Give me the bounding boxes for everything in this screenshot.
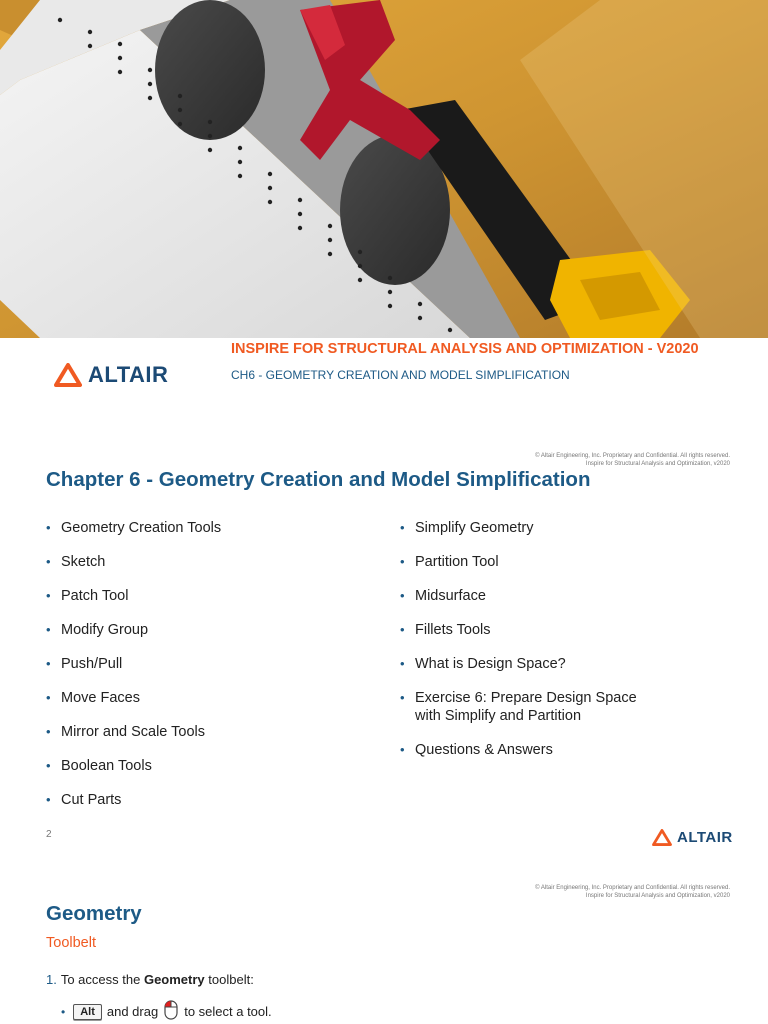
- list-item: • Exercise 6: Prepare Design Space with Simplify and Partition: [400, 690, 637, 724]
- perforation-hole: [358, 278, 362, 282]
- list-item: • Geometry Creation Tools: [46, 520, 222, 536]
- slide-subtitle: Toolbelt: [46, 935, 96, 951]
- perforation-hole: [88, 44, 92, 48]
- instruction-step: 1. To access the Geometry toolbelt:: [46, 972, 254, 987]
- perforation-hole: [268, 200, 272, 204]
- perforation-hole: [148, 96, 152, 100]
- list-item: • Move Faces: [46, 690, 140, 706]
- left-mouse-button-icon: [164, 1000, 178, 1023]
- perforation-hole: [328, 238, 332, 242]
- perforation-hole: [448, 328, 452, 332]
- perforation-hole: [298, 198, 302, 202]
- bullet-list-right: [400, 519, 700, 775]
- perforation-hole: [238, 174, 242, 178]
- logo-text: ALTAIR: [88, 362, 169, 387]
- list-item: • Questions & Answers: [400, 742, 553, 758]
- perforation-hole: [418, 316, 422, 320]
- perforation-hole: [358, 264, 362, 268]
- instruction-substep: • Alt and drag to select a tool.: [61, 1000, 272, 1023]
- list-item: • Midsurface: [400, 588, 486, 604]
- list-item: • Patch Tool: [46, 588, 129, 604]
- altair-logo-icon: [652, 829, 672, 846]
- page-number: 2: [46, 829, 52, 840]
- perforation-hole: [88, 30, 92, 34]
- perforation-hole: [358, 250, 362, 254]
- list-item: • Boolean Tools: [46, 758, 152, 774]
- perforation-hole: [388, 304, 392, 308]
- perforation-hole: [268, 186, 272, 190]
- perforation-hole: [118, 70, 122, 74]
- list-item: • What is Design Space?: [400, 656, 566, 672]
- list-item: • Partition Tool: [400, 554, 499, 570]
- slide-title: Chapter 6 - Geometry Creation and Model Simplification: [46, 468, 591, 491]
- perforation-hole: [418, 302, 422, 306]
- perforation-hole: [208, 120, 212, 124]
- altair-logo-icon: [54, 363, 82, 387]
- logo-text: ALTAIR: [677, 829, 733, 846]
- perforation-hole: [178, 122, 182, 126]
- list-item: • Push/Pull: [46, 656, 123, 672]
- perforation-hole: [118, 42, 122, 46]
- course-title: INSPIRE FOR STRUCTURAL ANALYSIS AND OPTIMIZATION - V2020: [231, 341, 699, 357]
- perforation-hole: [208, 134, 212, 138]
- list-item: • Sketch: [46, 554, 106, 570]
- perforation-hole: [268, 172, 272, 176]
- bullet-list-left: [46, 519, 346, 825]
- perforation-hole: [388, 276, 392, 280]
- altair-logo-footer: [652, 829, 733, 846]
- perforation-hole: [388, 290, 392, 294]
- perforation-hole: [148, 82, 152, 86]
- perforation-hole: [58, 18, 62, 22]
- perforation-hole: [178, 108, 182, 112]
- perforation-hole: [298, 212, 302, 216]
- perforation-hole: [118, 56, 122, 60]
- perforation-hole: [328, 252, 332, 256]
- hero-image: [0, 0, 768, 338]
- copyright-notice: © Altair Engineering, Inc. Proprietary and Confidential. All rights reserved. Inspire for Structural Analysis and Optimization, v2020: [535, 453, 730, 467]
- perforation-hole: [238, 146, 242, 150]
- list-item: • Modify Group: [46, 622, 149, 638]
- list-item: • Simplify Geometry: [400, 520, 534, 536]
- perforation-hole: [298, 226, 302, 230]
- list-item: • Mirror and Scale Tools: [46, 724, 205, 740]
- list-item: • Cut Parts: [46, 792, 122, 808]
- step-number: 1.: [46, 972, 57, 987]
- list-item: • Fillets Tools: [400, 622, 491, 638]
- perforation-hole: [328, 224, 332, 228]
- perforation-hole: [178, 94, 182, 98]
- chapter-subtitle: CH6 - GEOMETRY CREATION AND MODEL SIMPLIFICATION: [231, 368, 570, 382]
- perforation-hole: [238, 160, 242, 164]
- altair-logo: [54, 362, 168, 388]
- slide-title: Geometry: [46, 902, 142, 925]
- perforation-hole: [148, 68, 152, 72]
- copyright-notice: © Altair Engineering, Inc. Proprietary and Confidential. All rights reserved. Inspire for Structural Analysis and Optimization, v2020: [535, 885, 730, 899]
- perforation-hole: [208, 148, 212, 152]
- alt-key: Alt: [73, 1004, 102, 1020]
